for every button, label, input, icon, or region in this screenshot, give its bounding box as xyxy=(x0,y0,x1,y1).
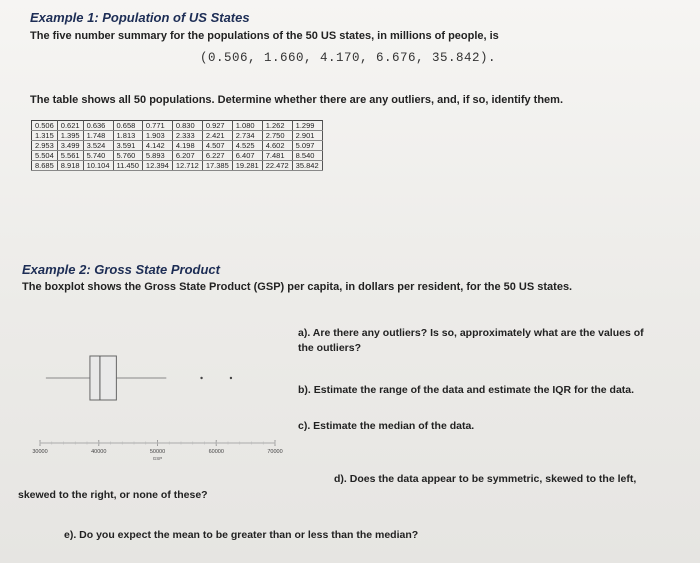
table-cell: 5.740 xyxy=(83,151,113,161)
question-b: b). Estimate the range of the data and estimate the IQR for the data. xyxy=(298,384,635,396)
x-axis-label: GSP xyxy=(152,456,163,461)
table-row xyxy=(32,121,323,131)
table-row xyxy=(32,161,323,171)
table-cell: 0.771 xyxy=(142,121,172,131)
question-e: e). Do you expect the mean to be greater than or less than the median? xyxy=(64,529,419,541)
table-cell: 0.506 xyxy=(32,121,58,131)
outlier-point xyxy=(230,377,232,379)
table-cell: 5.504 xyxy=(32,151,58,161)
table-cell: 2.421 xyxy=(202,131,232,141)
question-c: c). Estimate the median of the data. xyxy=(298,420,475,432)
x-tick-label: 60000 xyxy=(208,449,224,455)
table-cell: 8.918 xyxy=(57,161,83,171)
table-cell: 4.198 xyxy=(172,141,202,151)
table-cell: 19.281 xyxy=(232,161,262,171)
table-cell: 5.760 xyxy=(113,151,142,161)
question-a-cont: the outliers? xyxy=(298,342,362,354)
table-cell: 0.621 xyxy=(57,121,83,131)
table-cell: 1.903 xyxy=(142,131,172,141)
table-cell: 6.407 xyxy=(232,151,262,161)
outlier-point xyxy=(200,377,202,379)
example1-title: Example 1: Population of US States xyxy=(30,10,250,25)
x-tick-label: 70000 xyxy=(267,449,283,455)
table-cell: 0.830 xyxy=(172,121,202,131)
table-cell: 3.524 xyxy=(83,141,113,151)
table-cell: 5.561 xyxy=(57,151,83,161)
table-cell: 7.481 xyxy=(262,151,292,161)
table-cell: 1.748 xyxy=(83,131,113,141)
boxplot-svg xyxy=(22,315,292,465)
population-table-grid xyxy=(31,120,323,171)
table-cell: 12.394 xyxy=(142,161,172,171)
table-cell: 1.080 xyxy=(232,121,262,131)
table-cell: 2.750 xyxy=(262,131,292,141)
box-iqr xyxy=(90,356,116,400)
table-row xyxy=(32,151,323,161)
example2-description: The boxplot shows the Gross State Product (GSP) per capita, in dollars per resident, for the 50 US states. xyxy=(22,281,573,293)
table-cell: 4.142 xyxy=(142,141,172,151)
table-cell: 2.734 xyxy=(232,131,262,141)
table-cell: 0.658 xyxy=(113,121,142,131)
table-cell: 0.927 xyxy=(202,121,232,131)
table-cell: 1.299 xyxy=(292,121,322,131)
table-cell: 5.893 xyxy=(142,151,172,161)
x-tick-label: 40000 xyxy=(91,449,107,455)
table-row xyxy=(32,131,323,141)
gsp-boxplot xyxy=(22,315,292,465)
table-cell: 2.953 xyxy=(32,141,58,151)
table-cell: 1.395 xyxy=(57,131,83,141)
table-row xyxy=(32,141,323,151)
table-cell: 4.507 xyxy=(202,141,232,151)
question-d-cont: skewed to the right, or none of these? xyxy=(18,489,208,501)
table-cell: 6.207 xyxy=(172,151,202,161)
table-cell: 12.712 xyxy=(172,161,202,171)
table-cell: 22.472 xyxy=(262,161,292,171)
table-cell: 3.499 xyxy=(57,141,83,151)
table-cell: 8.540 xyxy=(292,151,322,161)
table-cell: 4.525 xyxy=(232,141,262,151)
table-cell: 4.602 xyxy=(262,141,292,151)
table-cell: 1.813 xyxy=(113,131,142,141)
table-cell: 5.097 xyxy=(292,141,322,151)
table-cell: 8.685 xyxy=(32,161,58,171)
table-cell: 11.450 xyxy=(113,161,142,171)
example1-instruction: The table shows all 50 populations. Determine whether there are any outliers, and, if so, identify them. xyxy=(30,94,564,106)
x-tick-label: 50000 xyxy=(149,449,166,455)
five-number-summary: (0.506, 1.660, 4.170, 6.676, 35.842). xyxy=(200,51,497,65)
table-cell: 6.227 xyxy=(202,151,232,161)
x-tick-label: 30000 xyxy=(32,449,48,455)
population-table xyxy=(31,120,323,171)
table-cell: 2.333 xyxy=(172,131,202,141)
table-cell: 2.901 xyxy=(292,131,322,141)
table-cell: 17.385 xyxy=(202,161,232,171)
table-cell: 10.104 xyxy=(83,161,113,171)
question-d: d). Does the data appear to be symmetric, skewed to the left, xyxy=(334,473,637,485)
table-cell: 1.315 xyxy=(32,131,58,141)
question-a: a). Are there any outliers? Is so, approximately what are the values of xyxy=(298,327,644,339)
example2-title: Example 2: Gross State Product xyxy=(22,262,220,277)
example1-summary-line: The five number summary for the populations of the 50 US states, in millions of people, is xyxy=(30,30,499,42)
table-cell: 0.636 xyxy=(83,121,113,131)
table-cell: 1.262 xyxy=(262,121,292,131)
table-cell: 35.842 xyxy=(292,161,322,171)
table-cell: 3.591 xyxy=(113,141,142,151)
